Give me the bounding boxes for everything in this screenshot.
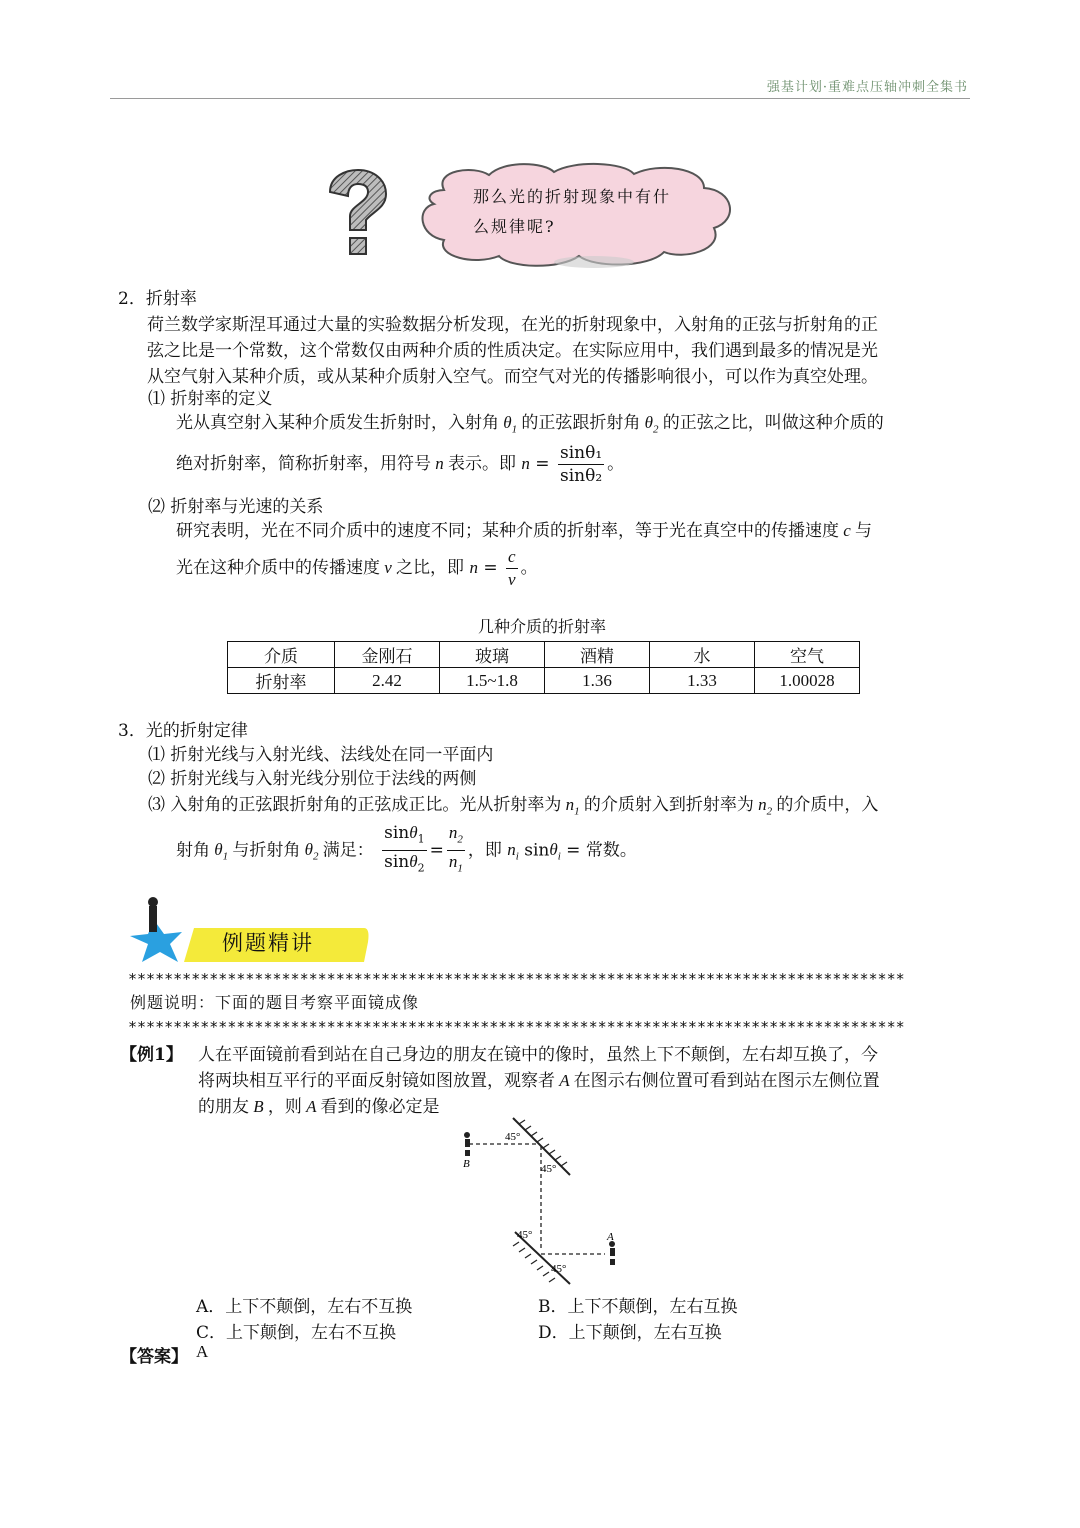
example-label: 【例1】 xyxy=(120,1045,183,1065)
sub1-line-1: 光从真空射入某种介质发生折射时，入射角 $\theta_1$ 的正弦跟折射角 $\theta_2$ 的正弦之比，叫做这种介质的 xyxy=(176,413,884,436)
sub2-line-2: 光在这种介质中的传播速度 v 之比，即 n = $\frac{c}{v}$ 。 xyxy=(176,547,538,589)
option-a: A．上下不颠倒，左右不互换 xyxy=(196,1297,413,1317)
refraction-index-fraction: $\frac{\text{sinθ₁}}{\text{sinθ₂}}$ xyxy=(559,443,603,486)
table-caption: 几种介质的折射率 xyxy=(478,617,607,636)
mirror-figure xyxy=(455,1112,635,1287)
table-cell: 金刚石 xyxy=(335,642,440,668)
table-cell: 折射率 xyxy=(228,668,335,694)
table-header-row xyxy=(228,642,860,668)
question-mark-icon xyxy=(322,168,392,258)
stars-divider-bottom: ************************************************************************************** xyxy=(128,1018,905,1036)
sub1-title: ⑴ 折射率的定义 xyxy=(148,389,273,409)
banner-title: 例题精讲 xyxy=(222,931,314,955)
law-item-2: ⑵ 折射光线与入射光线分别位于法线的两侧 xyxy=(148,769,477,789)
sec2-para-line-3: 从空气射入某种介质，或从某种介质射入空气。而空气对光的传播影响很小，可以作为真空处理。 xyxy=(147,367,878,387)
example-line-2: 将两块相互平行的平面反射镜如图放置，观察者 A 在图示右侧位置可看到站在图示左侧位置 xyxy=(198,1071,880,1091)
law-item-3: ⑶ 入射角的正弦跟折射角的正弦成正比。光从折射率为 $n_1$ 的介质射入到折射率为 $n_2$ 的介质中，入 xyxy=(148,795,879,818)
sec2-para-line-1: 荷兰数学家斯涅耳通过大量的实验数据分析发现，在光的折射现象中，入射角的正弦与折射角的正 xyxy=(147,315,878,335)
person-silhouette-icon xyxy=(149,906,157,932)
angle-label: 45° xyxy=(541,1163,557,1175)
example-line-3: 的朋友 B ，则 A 看到的像必定是 xyxy=(198,1097,440,1117)
law-item-1: ⑴ 折射光线与入射光线、法线处在同一平面内 xyxy=(148,745,494,765)
stars-divider-top: ************************************************************************************** xyxy=(128,970,905,988)
sub1-line-2: 绝对折射率，简称折射率，用符号 n 表示。即 n = $\frac{\text{sinθ₁}}{\text{sinθ₂}}$ 。 xyxy=(176,443,625,486)
table-cell: 酒精 xyxy=(545,642,650,668)
header-title: 强基计划·重难点压轴冲刺全集书 xyxy=(766,80,968,95)
section-3-heading: 3．光的折射定律 xyxy=(118,721,248,741)
label-a: A xyxy=(607,1231,614,1243)
table-cell: 介质 xyxy=(228,642,335,668)
law-item-3-formula: 射角 $\theta_1$ 与折射角 $\theta_2$ 满足： $\frac{\sin\theta_1}{\sin\theta_2}$ = $\frac{n_2}{n_1}$ ，即 $n_i$ sinθ$_i$ = 常数。 xyxy=(176,823,637,875)
table-cell: 2.42 xyxy=(335,668,440,694)
answer-value: A xyxy=(196,1342,209,1361)
option-c: C．上下颠倒，左右不互换 xyxy=(196,1323,397,1343)
bubble-line-2: 么规律呢? xyxy=(473,217,556,236)
table-cell: 1.00028 xyxy=(755,668,860,694)
section-2-heading: 2．折射率 xyxy=(118,289,197,309)
example-note: 例题说明：下面的题目考察平面镜成像 xyxy=(130,993,420,1012)
table-cell: 空气 xyxy=(755,642,860,668)
table-cell: 1.33 xyxy=(650,668,755,694)
option-b: B．上下不颠倒，左右互换 xyxy=(538,1297,738,1317)
sub2-title: ⑵ 折射率与光速的关系 xyxy=(148,497,324,517)
page-header xyxy=(110,72,970,99)
example-line-1: 人在平面镜前看到站在自己身边的朋友在镜中的像时，虽然上下不颠倒，左右却互换了，今 xyxy=(198,1045,878,1065)
sub2-line-1: 研究表明，光在不同介质中的速度不同；某种介质的折射率，等于光在真空中的传播速度 c 与 xyxy=(176,521,873,541)
option-d: D．上下颠倒，左右互换 xyxy=(538,1323,722,1343)
angle-label: 45° xyxy=(505,1131,521,1143)
table-row xyxy=(228,668,860,694)
table-cell: 玻璃 xyxy=(440,642,545,668)
table-cell: 水 xyxy=(650,642,755,668)
answer-label: 【答案】 xyxy=(120,1347,188,1367)
bubble-line-1: 那么光的折射现象中有什 xyxy=(473,187,672,206)
refraction-table xyxy=(227,641,860,694)
sec2-para-line-2: 弦之比是一个常数，这个常数仅由两种介质的性质决定。在实际应用中，我们遇到最多的情况是光 xyxy=(147,341,878,361)
table-cell: 1.5~1.8 xyxy=(440,668,545,694)
angle-label: 45° xyxy=(551,1263,567,1275)
angle-label: 45° xyxy=(517,1229,533,1241)
thought-bubble xyxy=(414,160,744,270)
table-cell: 1.36 xyxy=(545,668,650,694)
label-b: B xyxy=(463,1158,470,1170)
